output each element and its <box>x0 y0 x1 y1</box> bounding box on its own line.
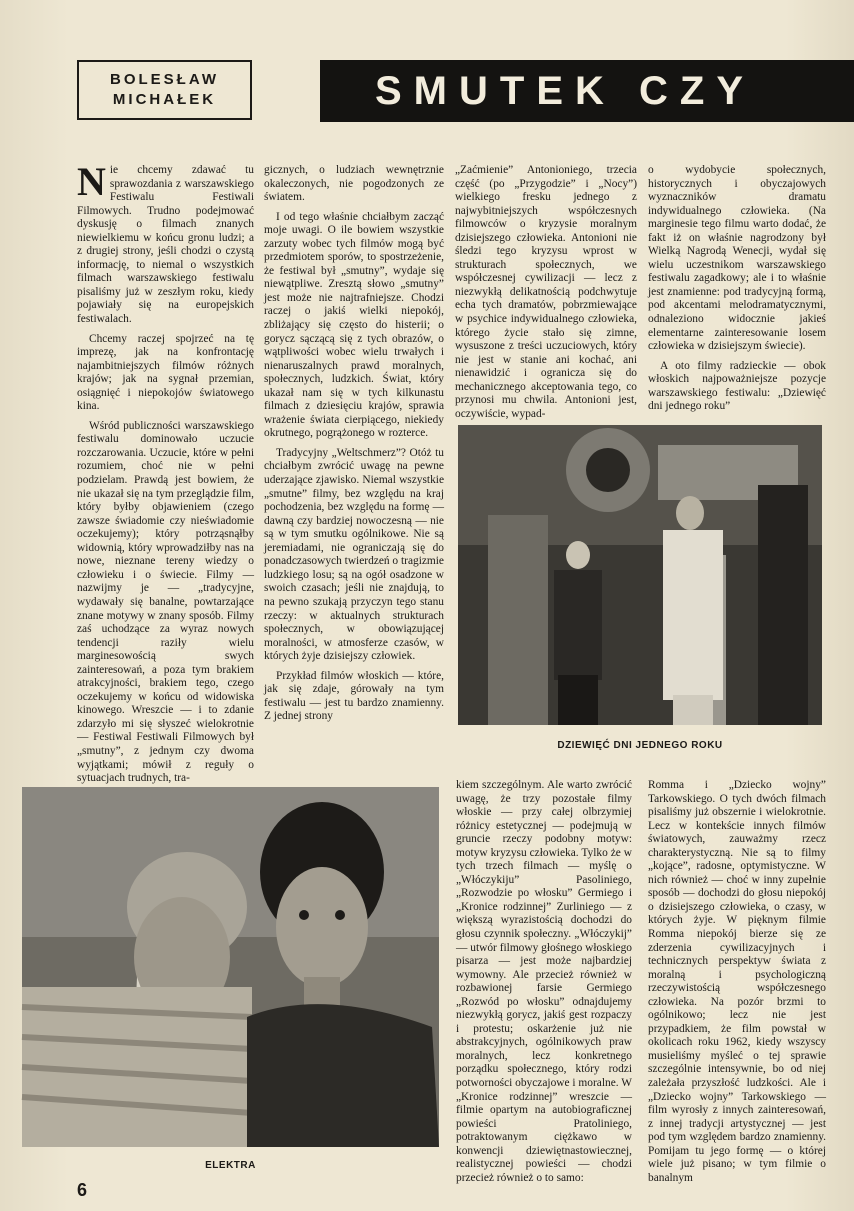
author-last-name: MICHAŁEK <box>112 91 217 108</box>
photo-caption-2: ELEKTRA <box>205 1160 256 1171</box>
photo-lab-scene <box>458 425 822 725</box>
text-column-3 <box>455 164 637 420</box>
paragraph: Tradycyjny „Weltschmerz”? Otóż tu chciałbym zwrócić uwagę na pewne uderzające zjawisko. Niemal wszystkie „smutne” filmy, bez względu na kraj pochodzenia, bez względu na formę — dawną czy bardziej nowoczesną — nie są w tym smutku ogólnikowe. Nie są jeremiadami, nie ograniczają się do ponadczasowych twierdzeń o tragizmie ludzkiego losu; są na ogół osadzone w swoich czasach; jeśli nie znajdują, to na pewno szukają przyczyn tego stanu rzeczy: w aktualnych strukturach społecznych, w obowiązującej moralności, w atmosferze czasów, w których żyje dzisiejszy człowiek. <box>264 446 444 663</box>
photo-elektra-image <box>22 787 439 1147</box>
photo-caption-1: DZIEWIĘĆ DNI JEDNEGO ROKU <box>557 740 723 751</box>
paragraph: „Zaćmienie” Antonioniego, trzecia część (po „Przygodzie” i „Nocy”) wielkiego fresku jednego z najwybitniejszych współczesnych filmowców o kryzysie moralnym dzisiejszego człowieka. Antonioni nie śledzi tego kryzysu wprost w strukturach społecznych, we współczesnej cywilizacji — lecz z niezwykłą delikatnością podchwytuje echa tych dramatów, pobrzmiewające w psychice indywidualnego człowieka, którego życie stało się zimne, wysuszone z treści uczuciowych, który nie jest w stanie ani kochać, ani nienawidzić i ogranicza się do mechanicznego akceptowania tego, co przynosi mu chwila. Antonioni jest, oczywiście, wypad- <box>455 164 637 420</box>
paragraph: Wśród publiczności warszawskiego festiwalu dominowało uczucie rozczarowania. Uczucie, które w pełni rozumiem, choć nie w pełni podzielam. Prawdą jest bowiem, że nie ukazał się na tym przeglądzie film, który byłby objawieniem (czego zawsze świadomie czy nieświadomie oczekujemy); który potrząsnąłby widownią, który wprowadziłby nas na nowe, nieznane tereny wiedzy o człowieku i o świecie. Filmy — nazwijmy je — „tradycyjne, wydawały się banalne, powtarzające znane motywy w znany sposób. Filmy zaś uchodzące za wyraz nowych tendencji raziły wielu marginesowością swych zainteresowań, a poza tym brakiem atrakcyjności, brakiem tego, czego oczekujemy w końcu od widowiska kinowego. Wreszcie — i to zdanie zdarzyło mi się słyszeć wielokrotnie — Festiwal Festiwali Filmowych był „smutny”, z jednym czy dwoma wyjątkami; mówił z reguły o sytuacjach trudnych, tra- <box>77 419 254 785</box>
text-column-5 <box>456 779 632 1184</box>
drop-cap: N <box>77 159 106 204</box>
paragraph: o wydobycie społecznych, historycznych i obyczajowych wyznaczników dramatu indywidualnego człowieka. (Na marginesie tego filmu warto dodać, że fakt iż on właśnie nagrodzony był Wielką Nagrodą Wenecji, wydał się wielu uczestnikom warszawskiego festiwalu zagadkowy; ale i to właśnie jest znamienne: pod tradycyjną formą, pod akcentami melodramatycznymi, odnaleziono widocznie jakieś elementarne zainteresowanie losem człowieka w dzisiejszym świecie). <box>648 164 826 353</box>
article-title: SMUTEK CZY <box>320 60 854 122</box>
photo-lab-scene-image <box>458 425 822 725</box>
paragraph: A oto filmy radzieckie — obok włoskich najpoważniejsze pozycje warszawskiego festiwalu: „Dziewięć dni jednego roku” <box>648 359 826 413</box>
photo-elektra <box>22 787 439 1147</box>
paragraph: Nie chcemy zdawać tu sprawozdania z warszawskiego Festiwalu Festiwali Filmowych. Trudno podejmować dyskusję o filmach znanych niewielkiemu w końcu gronu ludzi; a z drugiej strony, jeśli chodzi o czystą informację, to niemal o wszystkich filmach warszawskiego festiwalu pisaliśmy już w zeszłym roku, kiedy pojawiały się na europejskich festiwalach. <box>77 159 254 326</box>
paragraph: kiem szczególnym. Ale warto zwrócić uwagę, że trzy pozostałe filmy włoskie — przy całej olbrzymiej różnicy estetycznej — podejmują w gruncie rzeczy podobny motyw: motyw kryzysu człowieka. Tylko że w tych trzech filmach — myślę o „Włóczykiju” Pasoliniego, „Rozwodzie po włosku” Germiego i „Kronice rodzinnej” Zurliniego — z większą wyrazistością dochodzi do głosu czynnik społeczny. „Włóczykij” — utwór filmowy głośnego włoskiego pisarza — jest może najbardziej wymowny. Ale przecież również w rozbawionej farsie Germiego „Rozwód po włosku” odnajdujemy niezwykłą gorycz, jakiś gest rozpaczy i protestu; oskarżenie już nie abstrakcyjnych, ogólnikowych praw moralnych, lecz konkretnego porządku społecznego, który rodzi potworności obyczajowe i moralne. W „Kronice rodzinnej” wreszcie — filmie opartym na autobiograficznej powieści Pratoliniego, potraktowanym ciężkawo w konwencji dziewiętnastowiecznej, realistycznej powieści — chodzi przecież również o to samo: <box>456 779 632 1184</box>
text-column-1 <box>77 159 254 785</box>
text-column-4 <box>648 164 826 420</box>
author-first-name: BOLESŁAW <box>110 71 219 88</box>
page-number: 6 <box>77 1180 88 1200</box>
author-box <box>77 60 252 120</box>
paragraph: I od tego właśnie chciałbym zacząć moje uwagi. O ile bowiem wszystkie zarzuty wobec tych filmów mogą być przedmiotem sporów, to spostrzeżenie, że festiwal był „smutny”, wydaje się niewątpliwe. Zresztą słowo „smutny” jest może nie najtrafniejsze. Chodzi raczej o jakiś wielki niepokój, zbliżający się często do histerii; o gorycz sączącą się z tych obrazów, o wątpliwości wobec wielu trwałych i nienaruszalnych prawd moralnych, społecznych, ludzkich. Świat, który ukazał nam się w tych kilkunastu filmach z dziesięciu krajów, sprawia wrażenie świata cierpiącego, niekiedy okrutnego, pogrążonego w rozterce. <box>264 210 444 440</box>
text-column-2 <box>264 164 444 776</box>
text-column-6 <box>648 779 826 1199</box>
paragraph: Chcemy raczej spojrzeć na tę imprezę, jak na konfrontację najambitniejszych filmów różnych krajów; jak na sygnał przemian, osiągnięć i niepokojów światowego kina. <box>77 332 254 413</box>
paragraph: gicznych, o ludziach wewnętrznie okaleczonych, nie pogodzonych ze światem. <box>264 164 444 204</box>
paragraph: Przykład filmów włoskich — które, jak się zdaje, górowały na tym festiwalu — jest tu bardzo znamienny. Z jednej strony <box>264 669 444 723</box>
paragraph: Romma i „Dziecko wojny” Tarkowskiego. O tych dwóch filmach pisaliśmy już obszernie i wielokrotnie. Lecz w kontekście innych filmów światowych, zauważmy rzecz charakterystyczną. Nie są to filmy „kojące”, radosne, optymistyczne. W nich również — choć w inny zupełnie sposób — dochodzi do głosu niepokój o dzisiejszego człowieka, o czasy, w których żyje. W pięknym filmie Romma niepokój bierze się ze zderzenia cywilizacyjnych i technicznych perspektyw świata z moralną i psychologiczną rzeczywistością współczesnego człowieka. Na pozór brzmi to ogólnikowo; lecz nie jest przypadkiem, że film powstał w okolicach roku 1962, kiedy wszyscy musieliśmy myśleć o tej sprawie szczególnie intensywnie, bo od niej zależała przyszłość ludzkości. Ale i „Dziecko wojny” Tarkowskiego — film wyrosły z innych zainteresowań, z innej tradycji artystycznej — jest pod tym względem bardzo znamienny. Pomijam tu jego formę — o której wiele już pisano; w tym filmie o banalnym <box>648 779 826 1184</box>
